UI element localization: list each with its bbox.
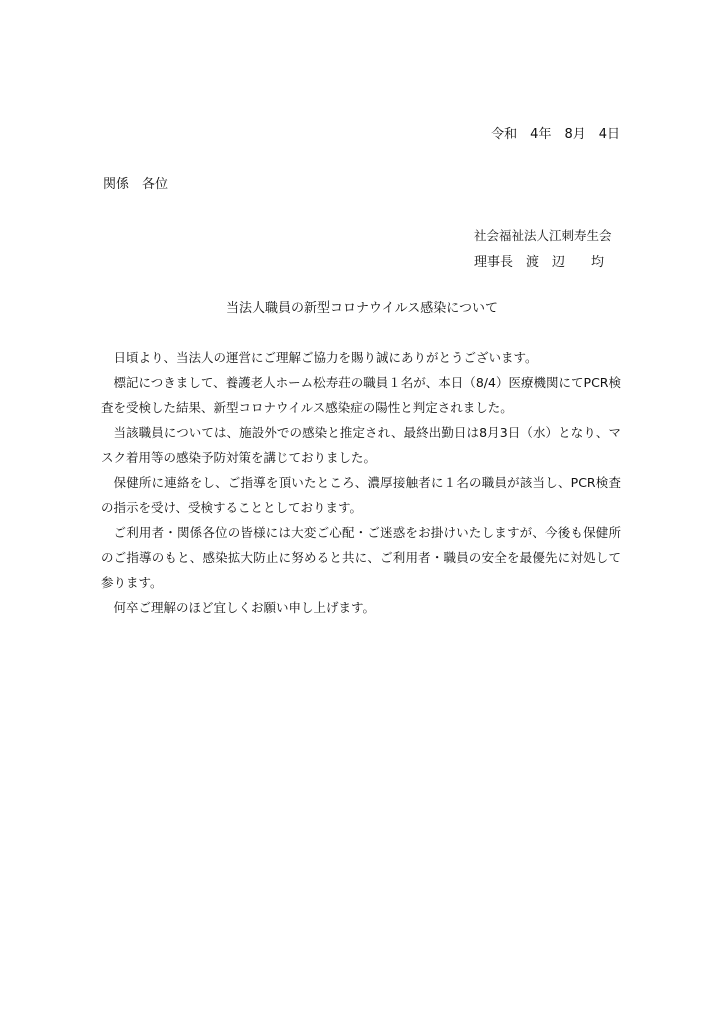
paragraph-greeting: 日頃より、当法人の運営にご理解ご協力を賜り誠にありがとうございます。 — [113, 350, 538, 365]
paragraph-closing: 何卒ご理解のほど宜しくお願い申し上げます。 — [113, 600, 376, 615]
sender-representative: 理事長 渡 辺 均 — [474, 255, 605, 270]
document-date: 令和 4年 8月 4日 — [491, 127, 620, 142]
paragraph-health-center: 保健所に連絡をし、ご指導を頂いたところ、濃厚接触者に１名の職員が該当し、PCR検査の指示を受け、受検することとしております。 — [101, 475, 621, 515]
recipient: 関係 各位 — [103, 177, 169, 192]
paragraph-apology: ご利用者・関係各位の皆様には大変ご心配・ご迷惑をお掛けいたしますが、今後も保健所のご指導のもと、感染拡大防止に努めると共に、ご利用者・職員の安全を最優先に対処して参ります。 — [101, 525, 621, 590]
paragraph-announcement: 標記につきまして、養護老人ホーム松寿荘の職員１名が、本日（8/4）医療機関にてPCR検査を受検した結果、新型コロナウイルス感染症の陽性と判定されました。 — [101, 375, 621, 415]
document-title: 当法人職員の新型コロナウイルス感染について — [226, 301, 498, 316]
paragraph-employee-status: 当該職員については、施設外での感染と推定され、最終出勤日は8月3日（水）となり、マスク着用等の感染予防対策を講じておりました。 — [101, 425, 621, 465]
sender-organization: 社会福祉法人江刺寿生会 — [474, 228, 612, 243]
document-body — [101, 345, 621, 620]
